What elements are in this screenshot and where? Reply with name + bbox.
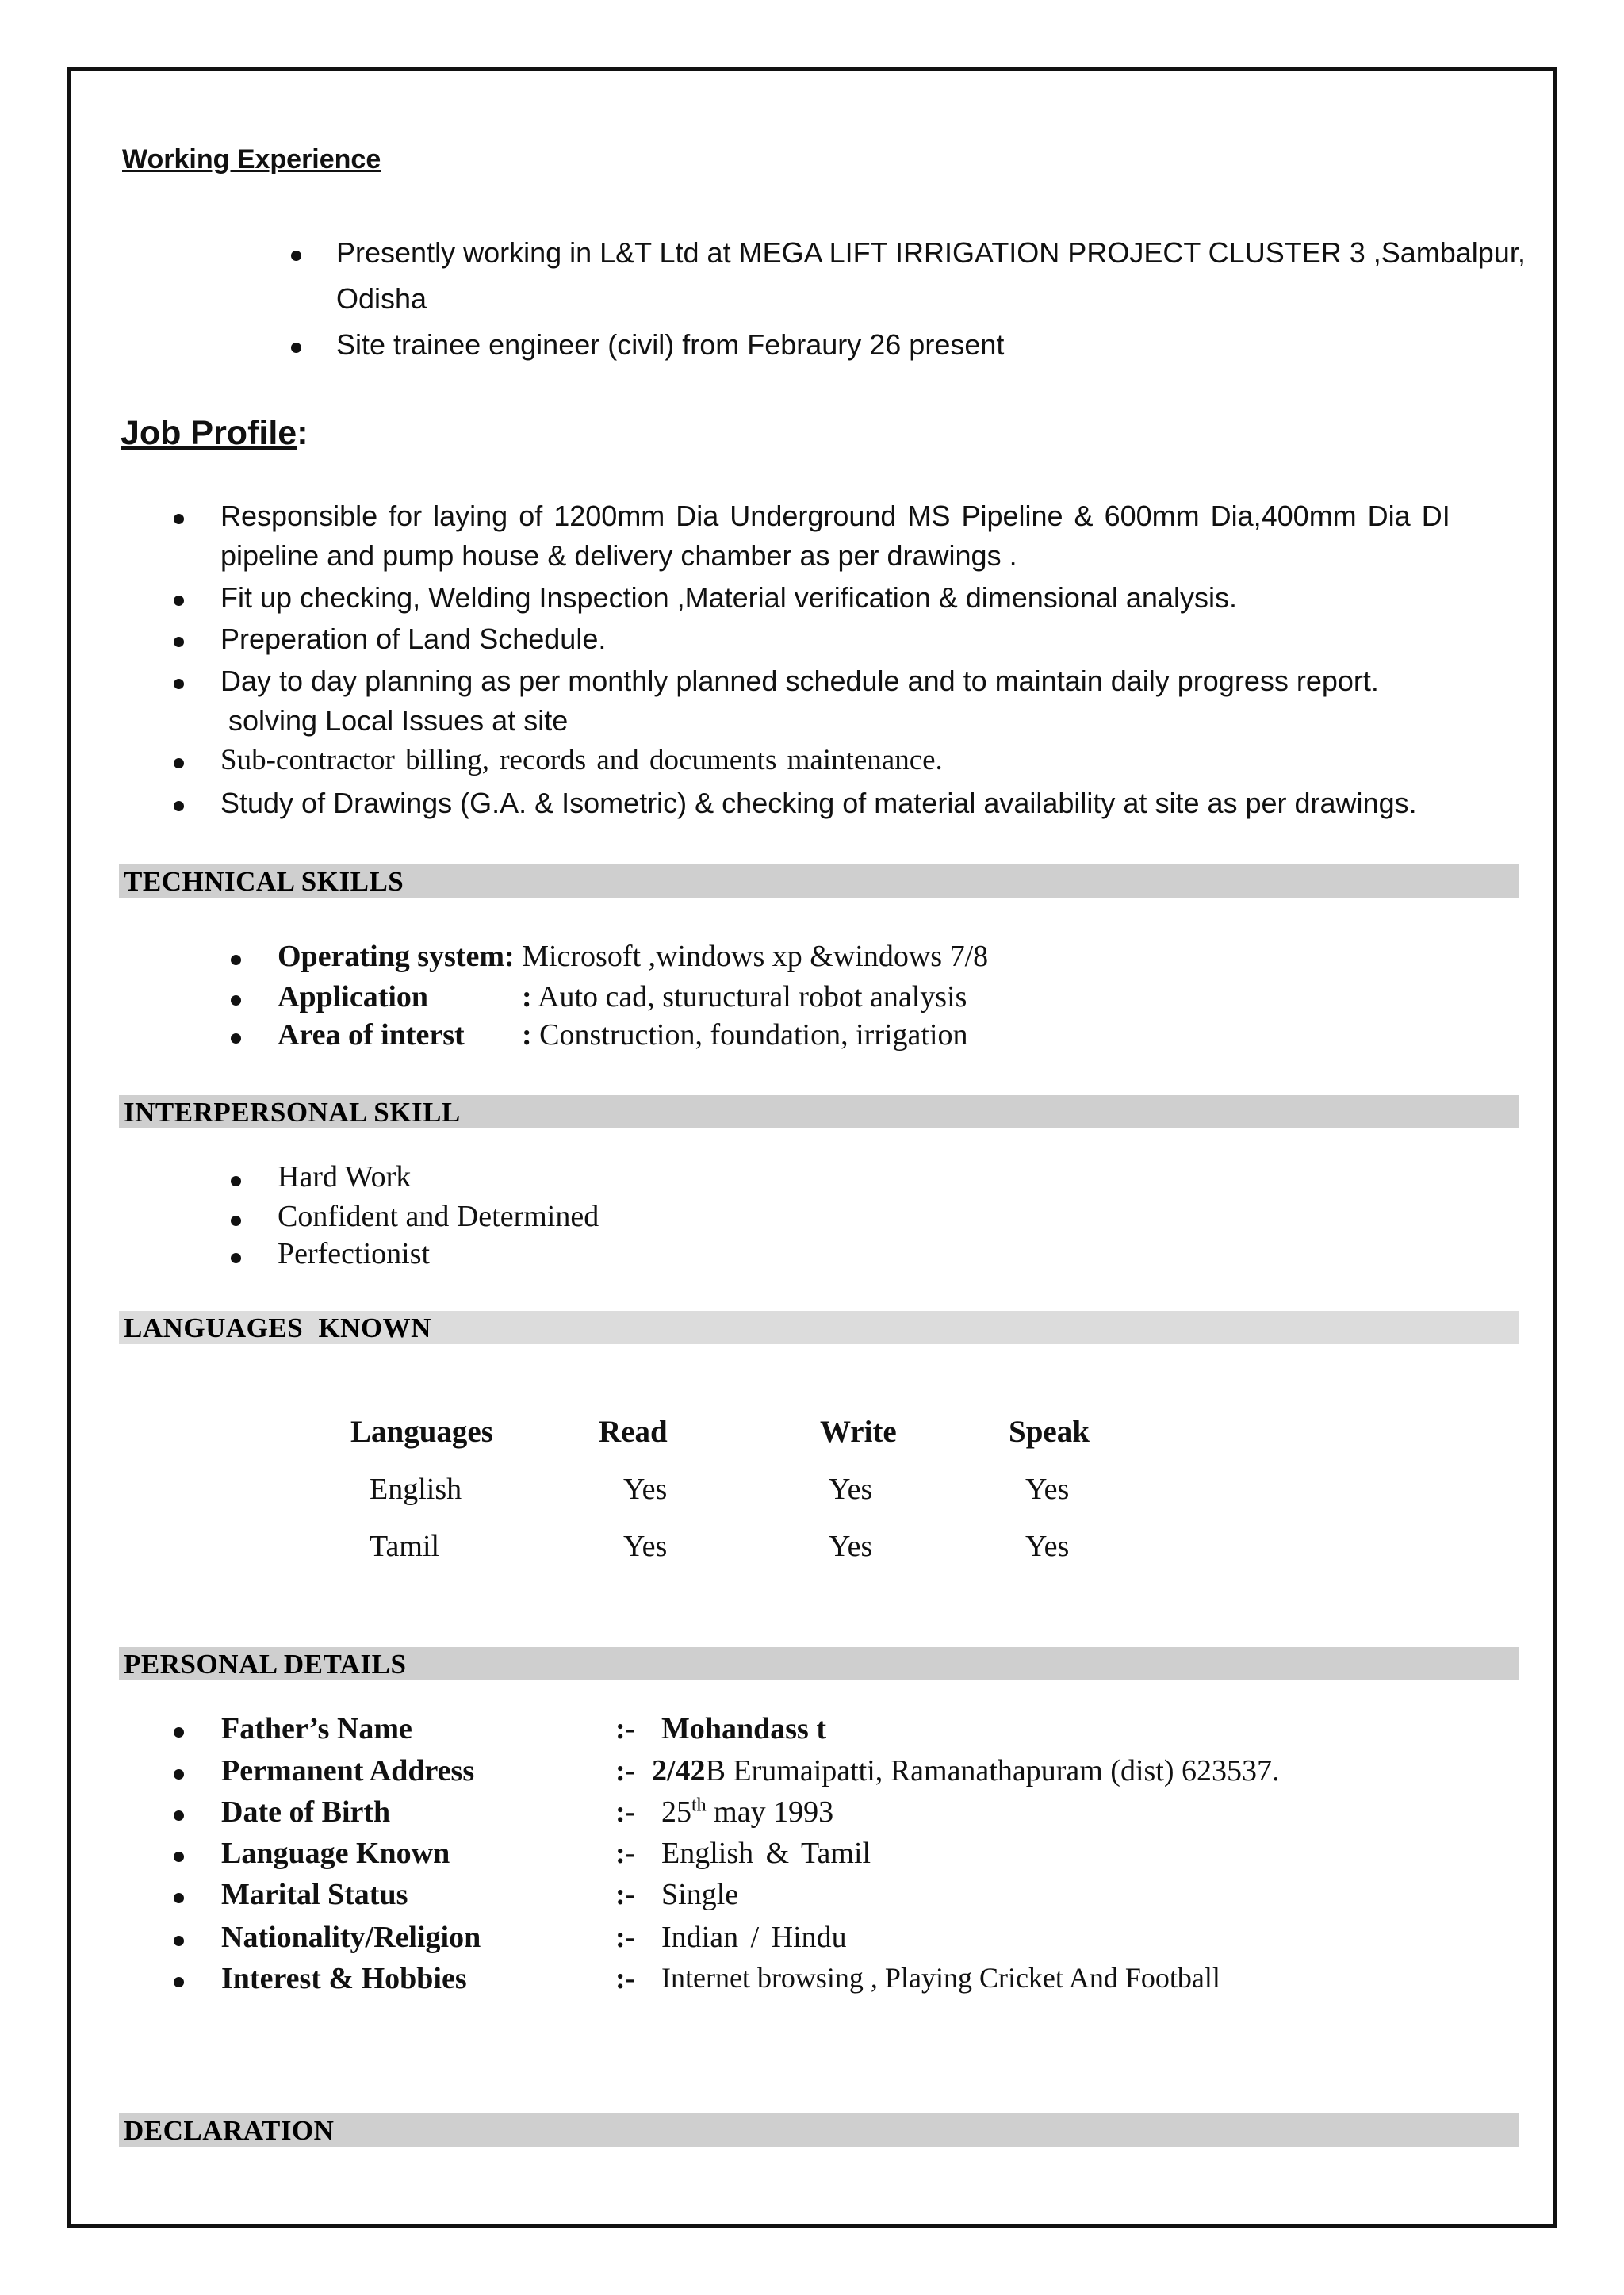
personal-details-bar bbox=[119, 1647, 1519, 1680]
personal-details-heading: PERSONAL DETAILS bbox=[124, 1649, 407, 1680]
interpersonal-item: Perfectionist bbox=[278, 1237, 431, 1270]
detail-label: Language Known bbox=[221, 1837, 450, 1870]
job-profile-heading: Job Profile: bbox=[121, 414, 308, 452]
lang-cell: Tamil bbox=[370, 1530, 440, 1563]
bullet bbox=[174, 1893, 184, 1903]
job-item: solving Local Issues at site bbox=[228, 704, 569, 737]
bullet bbox=[174, 1852, 184, 1862]
detail-separator: :- bbox=[615, 1921, 636, 1954]
skill-application-label: Application bbox=[278, 980, 429, 1013]
job-item: pipeline and pump house & delivery chamber as per drawings . bbox=[220, 539, 1017, 572]
lang-cell: Yes bbox=[1025, 1530, 1070, 1563]
skill-operating-system: Operating system: Microsoft ,windows xp &windows 7/8 bbox=[278, 940, 989, 973]
detail-value: Mohandass t bbox=[661, 1712, 826, 1745]
detail-label: Permanent Address bbox=[221, 1754, 475, 1787]
skill-interest-label: Area of interst bbox=[278, 1018, 465, 1052]
declaration-bar bbox=[119, 2113, 1519, 2147]
bullet bbox=[174, 679, 184, 689]
languages-known-heading: LANGUAGES KNOWN bbox=[124, 1312, 431, 1343]
detail-separator: :- bbox=[615, 1962, 636, 1995]
job-item: Responsible for laying of 1200mm Dia Underground MS Pipeline & 600mm Dia,400mm Dia DI bbox=[220, 500, 1450, 532]
skill-application-value: : Auto cad, stuructural robot analysis bbox=[522, 980, 967, 1013]
detail-value: Single bbox=[661, 1878, 739, 1911]
detail-value-address: 2/42B Erumaipatti, Ramanathapuram (dist) 623537. bbox=[652, 1754, 1280, 1787]
detail-value-dob: 25th may 1993 bbox=[661, 1795, 834, 1829]
detail-separator: :- bbox=[615, 1878, 636, 1911]
experience-item: Presently working in L&T Ltd at MEGA LIFT IRRIGATION PROJECT CLUSTER 3 ,Sambalpur, bbox=[336, 236, 1526, 269]
detail-label: Marital Status bbox=[221, 1878, 408, 1911]
lang-cell: English bbox=[370, 1473, 462, 1506]
bullet bbox=[231, 995, 241, 1006]
interpersonal-skill-heading: INTERPERSONAL SKILL bbox=[124, 1097, 461, 1128]
bullet bbox=[291, 251, 301, 261]
job-item: Preperation of Land Schedule. bbox=[220, 623, 607, 655]
detail-value: Indian / Hindu bbox=[661, 1921, 847, 1954]
detail-value: Internet browsing , Playing Cricket And Football bbox=[661, 1962, 1220, 1994]
job-item: Sub-contractor billing, records and documents maintenance. bbox=[220, 744, 943, 776]
job-item: Day to day planning as per monthly planned schedule and to maintain daily progress report. bbox=[220, 665, 1379, 697]
lang-cell: Yes bbox=[829, 1530, 873, 1563]
declaration-heading: DECLARATION bbox=[124, 2115, 335, 2146]
detail-separator: :- bbox=[615, 1795, 636, 1829]
lang-col-speak: Speak bbox=[1009, 1415, 1090, 1449]
detail-separator: :- bbox=[615, 1712, 636, 1745]
bullet bbox=[231, 1253, 241, 1263]
lang-cell: Yes bbox=[623, 1530, 668, 1563]
job-item: Study of Drawings (G.A. & Isometric) & checking of material availability at site as per drawings. bbox=[220, 787, 1417, 819]
detail-label: Date of Birth bbox=[221, 1795, 391, 1829]
bullet bbox=[174, 1810, 184, 1821]
interpersonal-item: Hard Work bbox=[278, 1160, 412, 1193]
languages-known-bar bbox=[119, 1311, 1519, 1344]
detail-value: English & Tamil bbox=[661, 1837, 871, 1870]
bullet bbox=[174, 514, 184, 524]
experience-item: Site trainee engineer (civil) from Febraury 26 present bbox=[336, 328, 1005, 361]
bullet bbox=[174, 1936, 184, 1946]
interpersonal-skill-bar bbox=[119, 1095, 1519, 1128]
bullet bbox=[231, 1216, 241, 1226]
detail-separator: :- bbox=[615, 1754, 636, 1787]
bullet bbox=[174, 637, 184, 647]
detail-label: Interest & Hobbies bbox=[221, 1962, 467, 1995]
bullet bbox=[174, 801, 184, 811]
lang-col-read: Read bbox=[599, 1415, 668, 1449]
working-experience-heading: Working Experience bbox=[122, 144, 381, 174]
bullet bbox=[174, 596, 184, 606]
lang-cell: Yes bbox=[623, 1473, 668, 1506]
technical-skills-heading: TECHNICAL SKILLS bbox=[124, 866, 404, 897]
interpersonal-item: Confident and Determined bbox=[278, 1200, 599, 1233]
detail-label: Nationality/Religion bbox=[221, 1921, 481, 1954]
lang-cell: Yes bbox=[829, 1473, 873, 1506]
detail-separator: :- bbox=[615, 1837, 636, 1870]
bullet bbox=[291, 343, 301, 353]
bullet bbox=[174, 1977, 184, 1987]
bullet bbox=[231, 1033, 241, 1044]
technical-skills-bar bbox=[119, 864, 1519, 898]
bullet bbox=[231, 955, 241, 965]
lang-col-write: Write bbox=[820, 1415, 897, 1449]
experience-item: Odisha bbox=[336, 282, 427, 315]
lang-cell: Yes bbox=[1025, 1473, 1070, 1506]
job-item: Fit up checking, Welding Inspection ,Material verification & dimensional analysis. bbox=[220, 581, 1237, 614]
lang-col-languages: Languages bbox=[350, 1415, 493, 1449]
bullet bbox=[231, 1176, 241, 1186]
bullet bbox=[174, 1769, 184, 1780]
bullet bbox=[174, 1727, 184, 1738]
bullet bbox=[174, 758, 184, 768]
detail-label: Father’s Name bbox=[221, 1712, 412, 1745]
skill-interest-value: : Construction, foundation, irrigation bbox=[522, 1018, 968, 1052]
